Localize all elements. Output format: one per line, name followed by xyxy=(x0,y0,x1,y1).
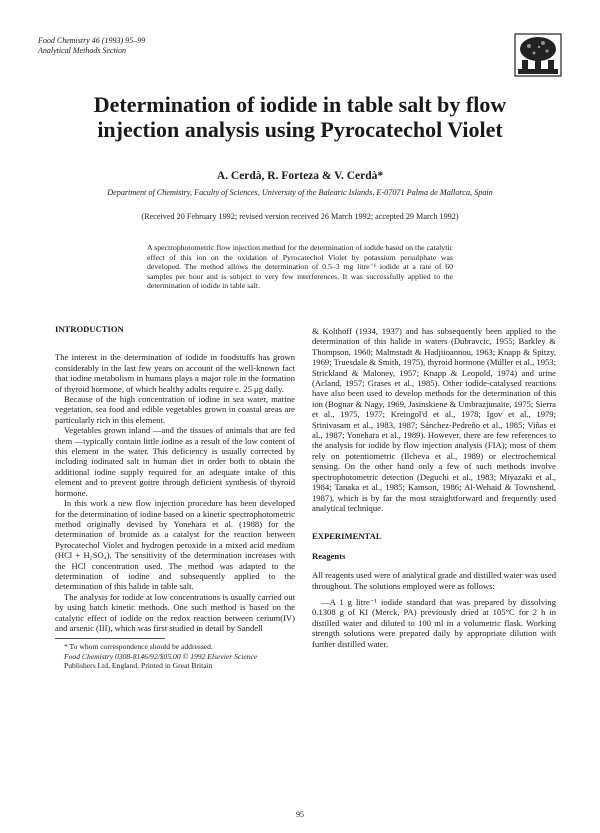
reagent-item-1: —A 1 g litre⁻¹ iodide standard that was prepared by dissolving 0.1308 g of KI (Merck, PA) previously dried at 105°C for 2 h in distilled water and diluted to 100 ml in a volumetric flask. Working strength solutions were prepared daily by appropriate dilution with further distilled water. xyxy=(312,596,556,649)
copyright-line-1: Food Chemistry 0308-8146/92/$05.00 © 1992 Elsevier Science xyxy=(64,651,258,661)
intro-continuation: & Kolthoff (1934, 1937) and has subsequently been applied to the determination of this halide in waters (Dubravcic, 1955; Barkley & Thompson, 1960; Malmstadt & Hadjiioannou, 1963; Knapp & Spitzy, 1969; Truesdale & Smith, 1975), thyroid hormone (Müller et al., 1953; Strickland & Maloney, 1957; Knapp & Leopold, 1974) and urine (Acland, 1957; Grases et al., 1985). Other iodide-catalysed reactions have also been used to develop methods for the determination of this ion (Bognar & Nagy, 1969, Jasinskiene & Umbrazjunaite, 1975; Sierra et al., 1975, 1977; Kreingol'd et al., 1978; Igov et al., 1979; Srinivasam et al., 1983, 1987; Sánchez-Pedreño et al., 1985; Viñas et al., 1987; Yonehara et al., 1989). However, there are few references to the analysis for iodide by flow injection analysis (FIA); most of them rely on potentiometric (Ilcheva et al., 1989) or electrochemical sensing. On the other hand only a few of such methods involve spectrophotometric detection (Deguchi et al., 1983; Miyazaki et al., 1984; Tanaka et al., 1985; Kamson, 1986; Al-Wehaid & Townshend, 1987), which is by far the most straightforward and frequently used analytical technique. xyxy=(312,326,556,513)
article-title xyxy=(40,92,560,142)
journal-citation: Food Chemistry 46 (1993) 95–99 xyxy=(38,36,146,45)
journal-header xyxy=(38,36,145,56)
copyright-line-2: Publishers Ltd, England. Printed in Great Britain xyxy=(64,660,213,670)
title-line-2: injection analysis using Pyrocatechol Violet xyxy=(97,117,503,142)
right-column xyxy=(312,326,556,649)
journal-section: Analytical Methods Section xyxy=(38,46,126,55)
intro-paragraph-2: Because of the high concentration of iodine in sea water, marine vegetation, sea food and edible vegetables grown in coastal areas are particularly rich in this element. xyxy=(55,394,295,425)
intro-paragraph-3: Vegetables grown inland —and the tissues of animals that are fed them —typically contain little iodine as a result of the low content of this element in the water. This deficiency is usually corrected by including iodinated salt in human diet in order both to obtain the additional iodine supply required for an adequate intake of this element and to prevent goitre through deficient synthesis of thyroid hormone. xyxy=(55,425,295,498)
left-column xyxy=(55,324,295,670)
section-heading-experimental: EXPERIMENTAL xyxy=(312,531,382,542)
section-heading-introduction: INTRODUCTION xyxy=(55,324,124,334)
authors: A. Cerdà, R. Forteza & V. Cerdà* xyxy=(216,170,384,182)
reagents-paragraph: All reagents used were of analytical grade and distilled water was used throughout. The solutions employed were as follows: xyxy=(312,570,556,591)
correspondence-footnote: * To whom correspondence should be addressed. xyxy=(64,642,213,652)
intro-paragraph-4: In this work a new flow injection procedure has been developed for the determination of iodine based on a kinetic spectrophotometric method originally devised by Yonehara et al. (1988) for the determination of bromide as a catalyst for the reaction between Pyrocatechol Violet and hydrogen peroxide in a mixed acid medium (HCl + H₂SO₄). The sensitivity of the determination increases with the HCl concentration used. The method was adapted to the determination of iodine and subsequently applied to the determination of this halide in table salt. xyxy=(55,498,295,592)
title-line-1: Determination of iodide in table salt by flow xyxy=(93,92,507,117)
page-number: 95 xyxy=(296,810,304,819)
affiliation: Department of Chemistry, Faculty of Sciences, University of the Balearic Islands, E-07071 Palma de Mallorca, Spain xyxy=(107,188,493,197)
subheading-reagents: Reagents xyxy=(312,550,346,561)
footnote-divider xyxy=(55,638,165,639)
intro-paragraph-1: The interest in the determination of iodide in foodstuffs has grown considerably in the last few years on account of the well-known fact that iodine metabolism in humans plays a major role in the formation of thyroid hormone, of which healthy adults require c. 25 μg daily. xyxy=(55,352,295,394)
publisher-tree-logo-icon xyxy=(513,32,563,78)
received-dates: (Received 20 February 1992; revised version received 26 March 1992; accepted 29 March 1992) xyxy=(141,212,459,221)
abstract: A spectrophotometric flow injection method for the determination of iodide based on the catalytic effect of this ion on the oxidation of Pyrocatechol Violet by potassium persulphate was developed. The method allows the determination of 0.5–3 mg litre⁻¹ iodide at a rate of 60 samples per hour and is subject to very few interferences. It was successfully applied to the determination of iodide in table salt. xyxy=(147,243,453,291)
intro-paragraph-5: The analysis for iodide at low concentrations is usually carried out by using batch kinetic methods. One such method is based on the catalytic effect of iodide on the redox reaction between cerium(IV) and arsenic (III), which was first studied in detail by Sandell xyxy=(55,591,295,633)
